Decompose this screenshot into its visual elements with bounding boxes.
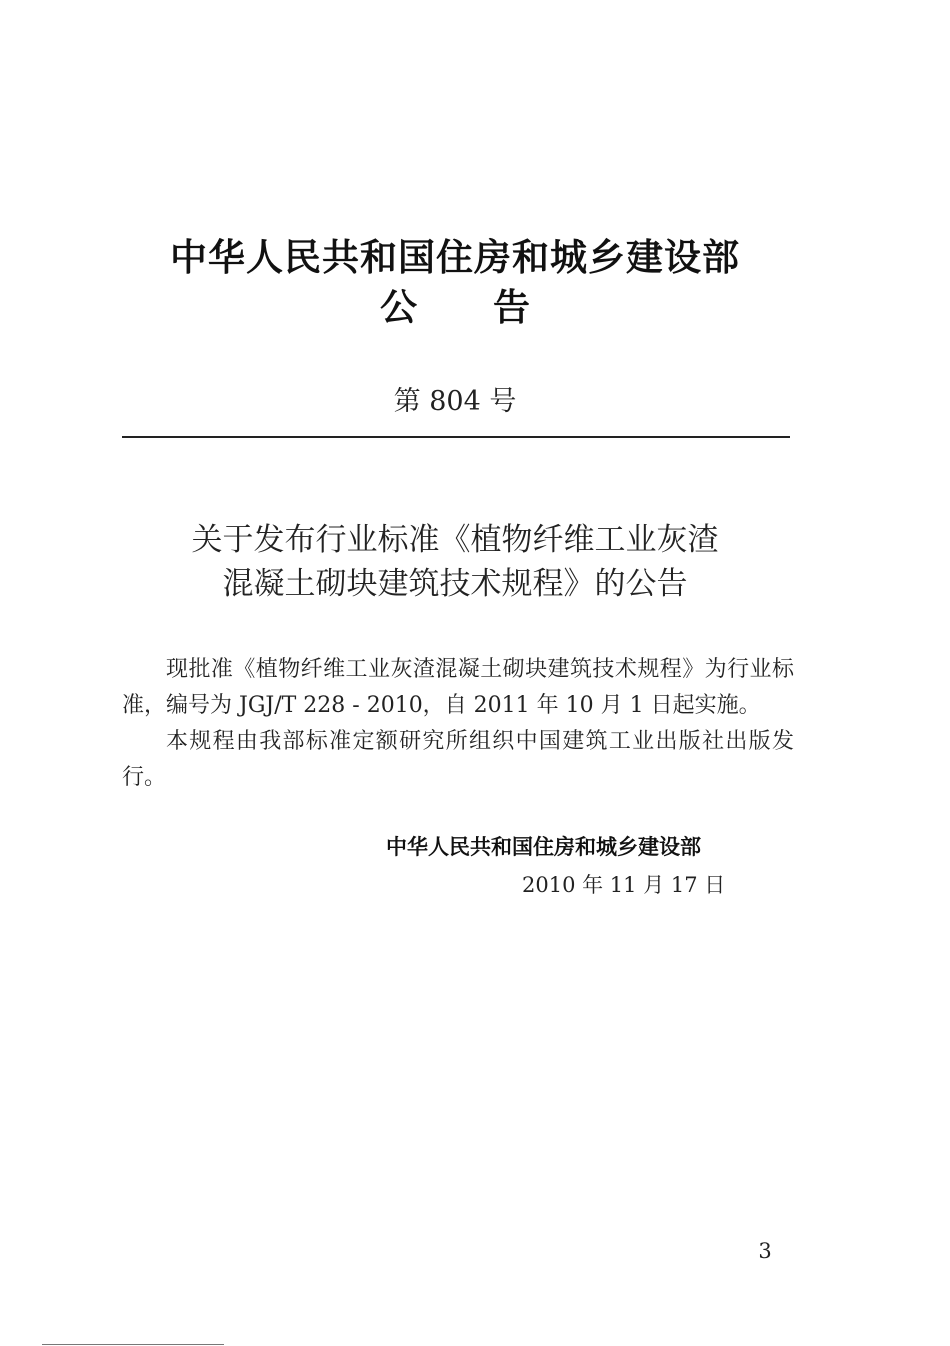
notice-subject — [0, 518, 910, 606]
notice-body — [122, 652, 794, 796]
signature-organization: 中华人民共和国住房和城乡建设部 — [386, 834, 701, 859]
notice-heading-char-1: 公 — [380, 285, 417, 329]
header-divider — [122, 436, 790, 438]
footnote-divider — [42, 1344, 224, 1345]
notice-number: 第 804 号 — [393, 386, 517, 417]
notice-subject-line-1: 关于发布行业标准《植物纤维工业灰渣 — [191, 522, 719, 558]
body-paragraph-2: 本规程由我部标准定额研究所组织中国建筑工业出版社出版发行。 — [122, 729, 794, 790]
issuing-ministry-title: 中华人民共和国住房和城乡建设部 — [170, 235, 740, 279]
notice-heading-char-2: 告 — [493, 285, 530, 329]
notice-heading — [0, 282, 910, 332]
signature-date: 2010 年 11 月 17 日 — [522, 873, 726, 897]
body-paragraph-1: 现批准《植物纤维工业灰渣混凝土砌块建筑技术规程》为行业标准，编号为 JGJ/T 228 - 2010，自 2011 年 10 月 1 日起实施。 — [122, 657, 794, 718]
notice-subject-line-2: 混凝土砌块建筑技术规程》的公告 — [222, 566, 688, 602]
page-number: 3 — [758, 1239, 772, 1263]
